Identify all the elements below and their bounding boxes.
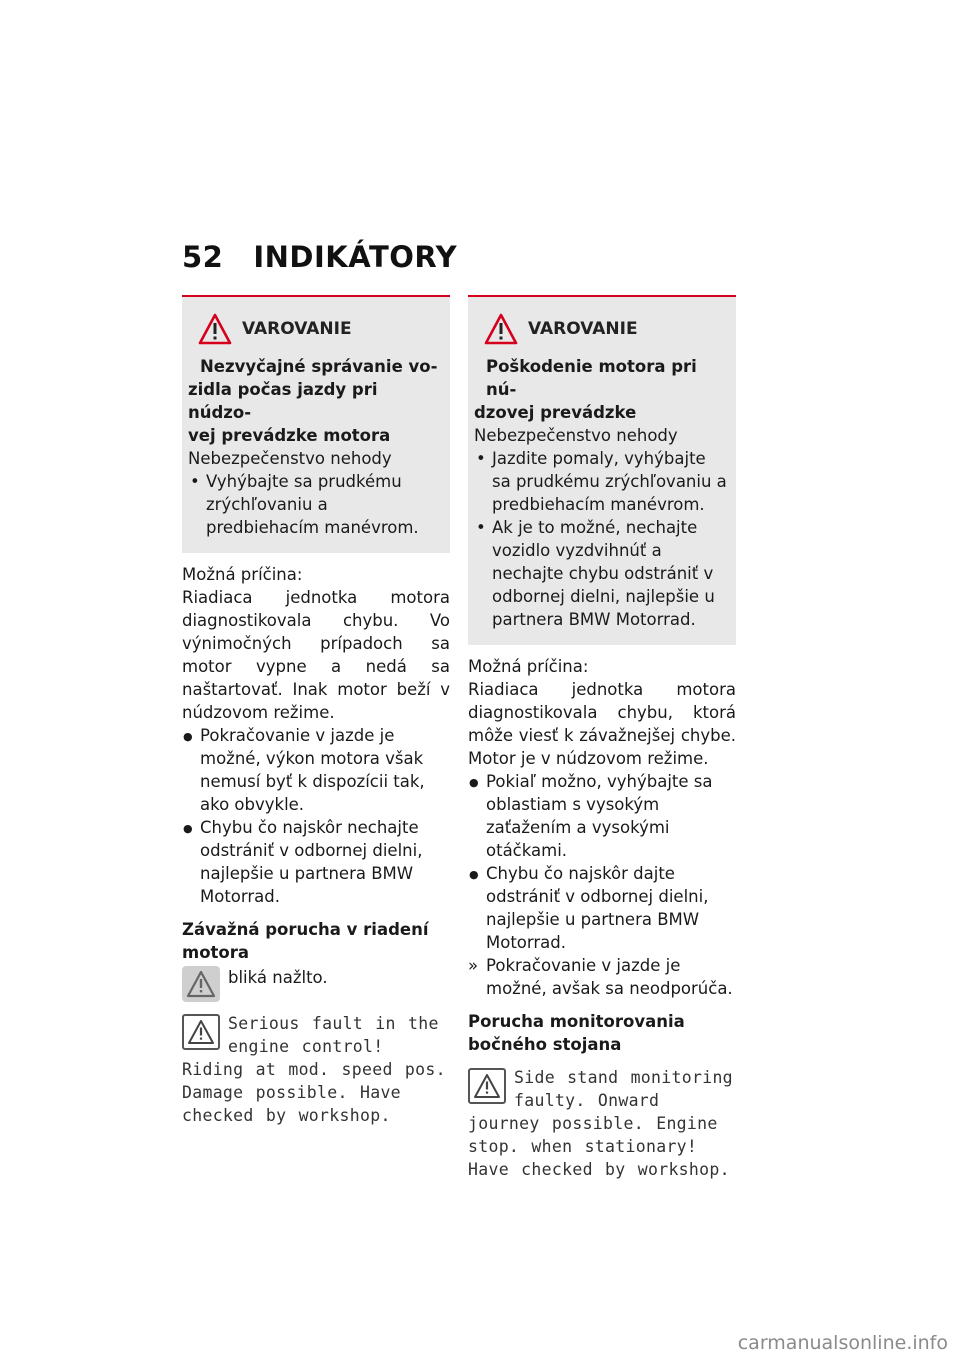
result-item: » Pokračovanie v jazde je možné, avšak sa neodporúča. — [468, 954, 736, 1000]
warning-bullet-list — [188, 470, 442, 539]
warning-title — [198, 313, 442, 345]
warning-bullet: • Jazdite pomaly, vyhýbajte sa prudkému zrýchľovaniu a predbiehacím manévrom. — [474, 447, 728, 516]
action-list — [182, 724, 450, 908]
display-message — [182, 1012, 450, 1127]
cause-label: Možná príčina: — [182, 565, 303, 584]
page-number: 52 — [182, 240, 224, 274]
display-symbol — [182, 1014, 220, 1050]
left-column — [182, 295, 450, 1127]
warning-triangle-icon — [198, 313, 232, 345]
warning-bullet: • Ak je to možné, nechajte vozidlo vyzdvihnúť a nechajte chybu odstrániť v odbornej dielni, najlepšie u partnera BMW Motorrad. — [474, 516, 728, 631]
warning-bullet-list — [474, 447, 728, 631]
indicator-text: bliká nažlto. — [228, 968, 328, 987]
warning-subject-line: Nezvyčajné správanie vo- — [200, 357, 438, 376]
action-list — [468, 770, 736, 1000]
warning-bullet: • Vyhýbajte sa prudkému zrýchľovaniu a predbiehacím manévrom. — [188, 470, 442, 539]
action-item: ● Pokiaľ možno, vyhýbajte sa oblastiam s vysokým zaťažením a vysokými otáčkami. — [468, 770, 736, 862]
warning-triangle-icon — [473, 1073, 501, 1099]
warning-subject-line: vej prevádzke motora — [188, 426, 391, 445]
cause-text: Riadiaca jednotka motora diagnostikovala chybu, ktorá môže viesť k závažnejšej chybe. Motor je v núdzovom režime. — [468, 680, 736, 768]
warning-subject-line: Poškodenie motora pri nú- — [486, 357, 697, 399]
warning-hazard: Nebezpečenstvo nehody — [474, 426, 678, 445]
display-symbol — [468, 1068, 506, 1104]
warning-box — [468, 295, 736, 645]
indicator-lamp — [182, 966, 220, 1002]
warning-label: VAROVANIE — [242, 319, 352, 339]
cause-text: Riadiaca jednotka motora diagnostikovala chybu. Vo výnimočných prípadoch sa motor vypne a nedá sa naštartovať. Inak motor beží v núdzovom režime. — [182, 588, 450, 722]
right-column — [468, 295, 736, 1181]
display-text: Side stand monitoring faulty. Onward journey possible. Engine stop. when stationary! Have checked by workshop. — [468, 1068, 733, 1179]
warning-subject-line: zidla počas jazdy pri núdzo- — [188, 380, 378, 422]
display-text: Serious fault in the engine control! Riding at mod. speed pos. Damage possible. Have checked by workshop. — [182, 1014, 446, 1125]
general-warning-icon — [186, 970, 216, 998]
action-item: ● Chybu čo najskôr dajte odstrániť v odbornej dielni, najlepšie u partnera BMW Motorrad. — [468, 862, 736, 954]
cause-label: Možná príčina: — [468, 657, 589, 676]
action-item: ● Pokračovanie v jazde je možné, výkon motora však nemusí byť k dispozícii tak, ako obvykle. — [182, 724, 450, 816]
page-title: INDIKÁTORY — [253, 240, 458, 274]
cause-block — [182, 563, 450, 724]
warning-hazard: Nebezpečenstvo nehody — [188, 449, 392, 468]
warning-triangle-icon — [484, 313, 518, 345]
indicator-row — [182, 966, 450, 1002]
warning-box — [182, 295, 450, 553]
page-header — [182, 240, 457, 274]
action-item: ● Chybu čo najskôr nechajte odstrániť v odbornej dielni, najlepšie u partnera BMW Motorrad. — [182, 816, 450, 908]
cause-block — [468, 655, 736, 770]
display-message — [468, 1066, 736, 1181]
section-title: Porucha monitorovania bočného stojana — [468, 1012, 685, 1054]
warning-subject-line: dzovej prevádzke — [474, 403, 637, 422]
warning-triangle-icon — [187, 1019, 215, 1045]
watermark: carmanualsonline.info — [737, 1332, 948, 1354]
section-title: Závažná porucha v riadení motora — [182, 920, 429, 962]
warning-title — [484, 313, 728, 345]
warning-label: VAROVANIE — [528, 319, 638, 339]
